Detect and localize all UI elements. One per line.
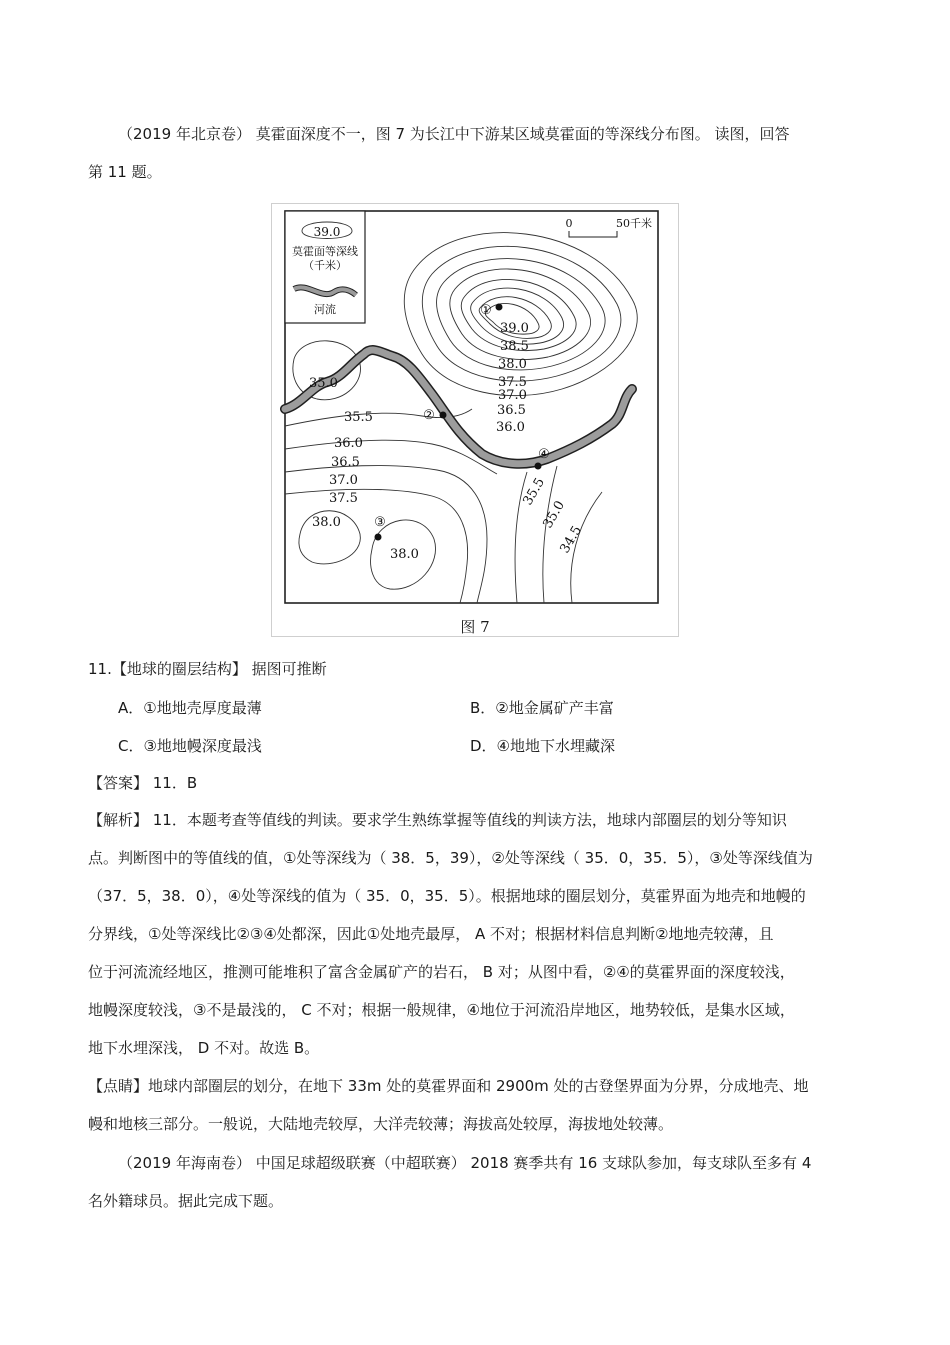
moho-map-figure <box>271 203 679 637</box>
contour-34-5 <box>571 492 602 603</box>
next-intro-line-1: （2019 年海南卷） 中国足球超级联赛（中超联赛） 2018 赛季共有 16 支球队参加，每支球队至多有 4 <box>118 1154 812 1172</box>
label-36-0-north: 36.0 <box>496 420 525 435</box>
analysis-line-4: 分界线，①处等深线比②③④处都深，因此①处地壳最厚， A 不对；根据材料信息判断②地地壳较薄，且 <box>88 925 774 943</box>
option-d: D．④地地下水埋藏深 <box>470 737 615 755</box>
analysis-line-5: 位于河流流经地区，推测可能堆积了富含金属矿产的岩石， B 对；从图中看，②④的莫霍界面的深度较浅， <box>88 963 795 981</box>
point-1-dot <box>496 304 503 311</box>
analysis-line-3: （37．5，38．0），④处等深线的值为（ 35．0，35．5）。根据地球的圈层划分，莫霍界面为地壳和地幔的 <box>88 887 806 905</box>
option-a: A．①地地壳厚度最薄 <box>118 699 262 717</box>
moho-isoline-map <box>272 204 678 609</box>
label-36-0-south: 36.0 <box>334 436 363 451</box>
contour-37-5 <box>285 489 468 603</box>
next-intro-line-2: 名外籍球员。据此完成下题。 <box>88 1192 284 1210</box>
point-2-label: ② <box>423 408 435 423</box>
question-stem: 11.【地球的圈层结构】 据图可推断 <box>88 660 327 678</box>
intro-line-2: 第 11 题。 <box>88 163 162 181</box>
answer-line: 【答案】 11．B <box>88 774 198 792</box>
scale-start-label: 0 <box>565 217 573 230</box>
label-38-0-west: 38.0 <box>312 515 341 530</box>
contour-labels <box>309 321 585 562</box>
legend-sample-value: 39.0 <box>313 225 341 239</box>
label-35-5-west: 35.5 <box>344 410 373 425</box>
label-37-0-north: 37.0 <box>498 388 527 403</box>
label-35-0-west: 35.0 <box>309 376 338 391</box>
label-35-0-east: 35.0 <box>540 498 568 531</box>
tip-line-1: 【点睛】地球内部圈层的划分，在地下 33m 处的莫霍界面和 2900m 处的古登堡界面为分界，分成地壳、地 <box>88 1077 809 1095</box>
legend-isoline-title: 莫霍面等深线 <box>292 245 358 258</box>
point-1-label: ① <box>480 303 492 318</box>
label-35-5-east: 35.5 <box>520 475 548 508</box>
label-38-0-east: 38.0 <box>390 547 419 562</box>
point-4-dot <box>535 463 542 470</box>
option-b: B．②地金属矿产丰富 <box>470 699 614 717</box>
label-37-5-north: 37.5 <box>498 375 527 390</box>
label-37-5-south: 37.5 <box>329 491 358 506</box>
label-39-0: 39.0 <box>500 321 529 336</box>
point-3-label: ③ <box>374 515 386 530</box>
point-4-label: ④ <box>538 447 550 462</box>
intro-line-1: （2019 年北京卷） 莫霍面深度不一，图 7 为长江中下游某区域莫霍面的等深线分布图。 读图，回答 <box>118 125 790 143</box>
tip-line-2: 幔和地核三部分。一般说，大陆地壳较厚，大洋壳较薄；海拔高处较厚，海拔地处较薄。 <box>88 1115 674 1133</box>
label-36-5-south: 36.5 <box>331 455 360 470</box>
figure-caption: 图 7 <box>460 618 490 636</box>
label-38-0-north: 38.0 <box>498 357 527 372</box>
analysis-line-7: 地下水埋深浅， D 不对。故选 B。 <box>88 1039 320 1057</box>
legend-unit: （千米） <box>303 259 347 272</box>
point-3-dot <box>375 534 382 541</box>
label-38-5: 38.5 <box>500 339 529 354</box>
contour-37-0 <box>285 466 487 603</box>
point-2-dot <box>440 412 447 419</box>
scale-end-label: 50千米 <box>616 217 652 230</box>
scale-bar <box>569 231 617 237</box>
label-36-5-north: 36.5 <box>497 403 526 418</box>
analysis-line-6: 地幔深度较浅，③不是最浅的， C 不对；根据一般规律，④地位于河流沿岸地区，地势较低，是集水区域， <box>88 1001 795 1019</box>
analysis-line-2: 点。判断图中的等值线的值，①处等深线为（ 38．5，39），②处等深线（ 35．0，35．5），③处等深线值为 <box>88 849 813 867</box>
label-34-5-east: 34.5 <box>557 523 585 556</box>
legend-river-label: 河流 <box>314 303 336 316</box>
option-c: C．③地地幔深度最浅 <box>118 737 262 755</box>
analysis-line-1: 【解析】 11．本题考查等值线的判读。要求学生熟练掌握等值线的判读方法，地球内部圈层的划分等知识 <box>88 811 787 829</box>
label-37-0-south: 37.0 <box>329 473 358 488</box>
